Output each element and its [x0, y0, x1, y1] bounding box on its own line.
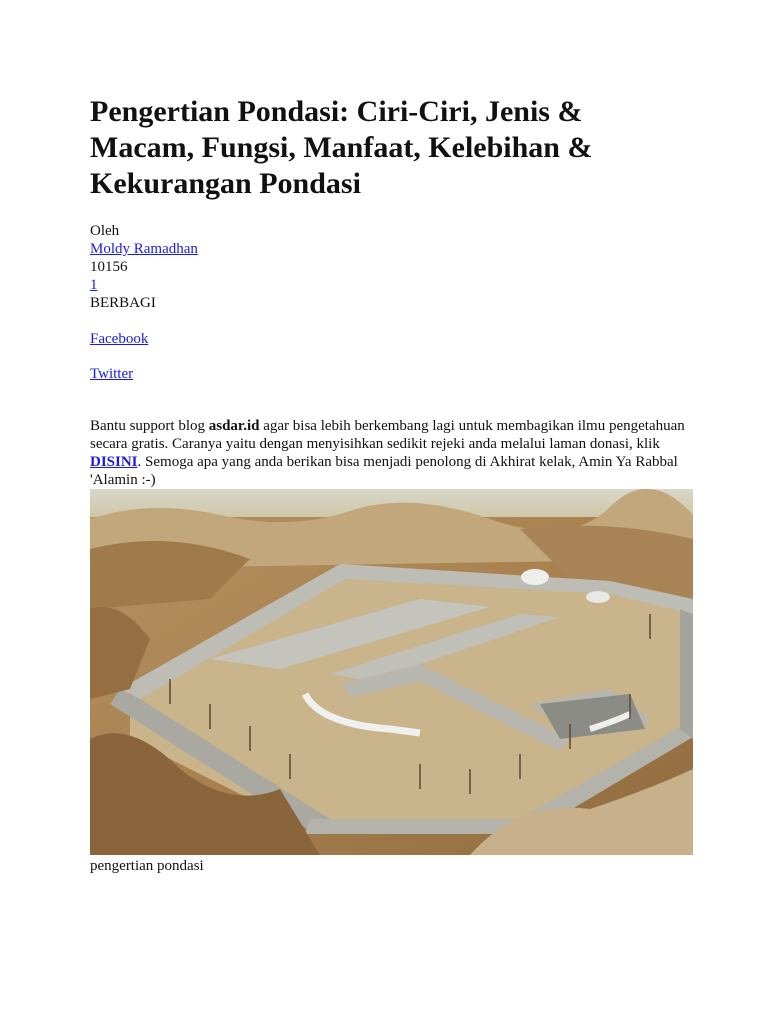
share-label: BERBAGI — [90, 295, 156, 311]
support-site-name: asdar.id — [208, 418, 260, 434]
view-count: 10156 — [90, 259, 128, 275]
share-links — [90, 330, 694, 383]
support-text-3: . Semoga apa yang anda berikan bisa menjadi penolong di Akhirat kelak, Amin Ya Rabbal 'Alamin :-) — [90, 454, 678, 488]
support-text-1: Bantu support blog — [90, 418, 209, 434]
share-facebook-link[interactable]: Facebook — [90, 331, 149, 347]
article-title: Pengertian Pondasi: Ciri-Ciri, Jenis & Macam, Fungsi, Manfaat, Kelebihan & Kekurangan Pondasi — [90, 95, 593, 200]
support-text-2: agar bisa lebih berkembang lagi untuk membagikan ilmu pengetahuan secara gratis. Caranya yaitu dengan menyisihkan sedikit rejeki anda melalui laman donasi, klik — [90, 418, 685, 452]
foundation-photo — [90, 489, 693, 855]
support-paragraph — [90, 417, 690, 489]
author-link[interactable]: Moldy Ramadhan — [90, 241, 198, 257]
donation-link[interactable]: DISINI — [90, 454, 138, 470]
figure-caption: pengertian pondasi — [90, 858, 204, 874]
share-twitter-link[interactable]: Twitter — [90, 366, 134, 382]
article — [90, 94, 694, 875]
by-label: Oleh — [90, 223, 120, 239]
comment-count-link[interactable]: 1 — [90, 277, 98, 293]
article-meta — [90, 222, 694, 312]
